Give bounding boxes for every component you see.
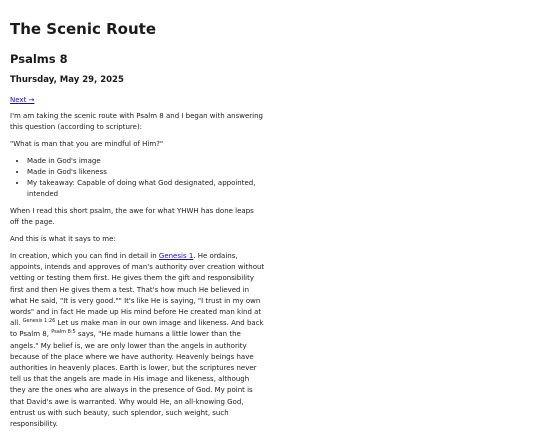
- post-title: Psalms 8: [10, 52, 68, 66]
- list-item: • My takeaway: Capable of doing what God designated, appointed, intended: [27, 178, 265, 200]
- next-post-link[interactable]: Next →: [10, 96, 35, 104]
- genesis-link[interactable]: Genesis 1: [158, 252, 194, 260]
- list-item: • Made in God's likeness: [27, 167, 265, 178]
- creation-text: says, "He made humans a little lower than the angels." My belief is, we are only lower than the angels in authority because of the place where we have authority. Heavenly beings have authorities in heavenly places. Earth is lower, but the scriptures never tell us that the angels are made in His image and likeness, although they are the ones who are always in the presence of God. My point is that David's awe is warranted. Why would He, an all-knowing God, entrust us with such beauty, such splendor, such weight, such responsibility.: [10, 330, 257, 429]
- creation-text: In creation, which you can find in detail in: [10, 252, 159, 260]
- awe-paragraph: When I read this short psalm, the awe for what YHWH has done leaps off the page.: [10, 207, 254, 227]
- post-date: Thursday, May 29, 2025: [10, 75, 124, 85]
- creation-text: . He ordains, appoints, intends and approves of man's authority over creation without vetting or testing them first. He gives them the gift and responsibility first and then He gives them a test. That's how much He believed in what He said, "It is very good."" It's like He is saying, "I trust in my own words" and in fact He made up His mind before He created man kind at all.: [10, 252, 265, 328]
- site-title: The Scenic Route: [10, 20, 156, 38]
- list-item: • Made in God's image: [27, 156, 265, 167]
- verse-reference: Psalm 8:5: [51, 329, 76, 336]
- post-body: [10, 111, 265, 436]
- verse-reference: Genesis 1:26: [22, 318, 56, 325]
- creation-text: Let us make man in our own image and likeness. And back to Psalm 8,: [10, 319, 264, 339]
- says-paragraph: And this is what it says to me:: [10, 235, 116, 244]
- intro-paragraph: I'm am taking the scenic route with Psalm 8 and I began with answering this question (according to scripture):: [10, 112, 263, 132]
- creation-paragraph: [10, 251, 265, 430]
- takeaway-list: [10, 156, 265, 201]
- question-paragraph: "What is man that you are mindful of Him?": [10, 140, 164, 148]
